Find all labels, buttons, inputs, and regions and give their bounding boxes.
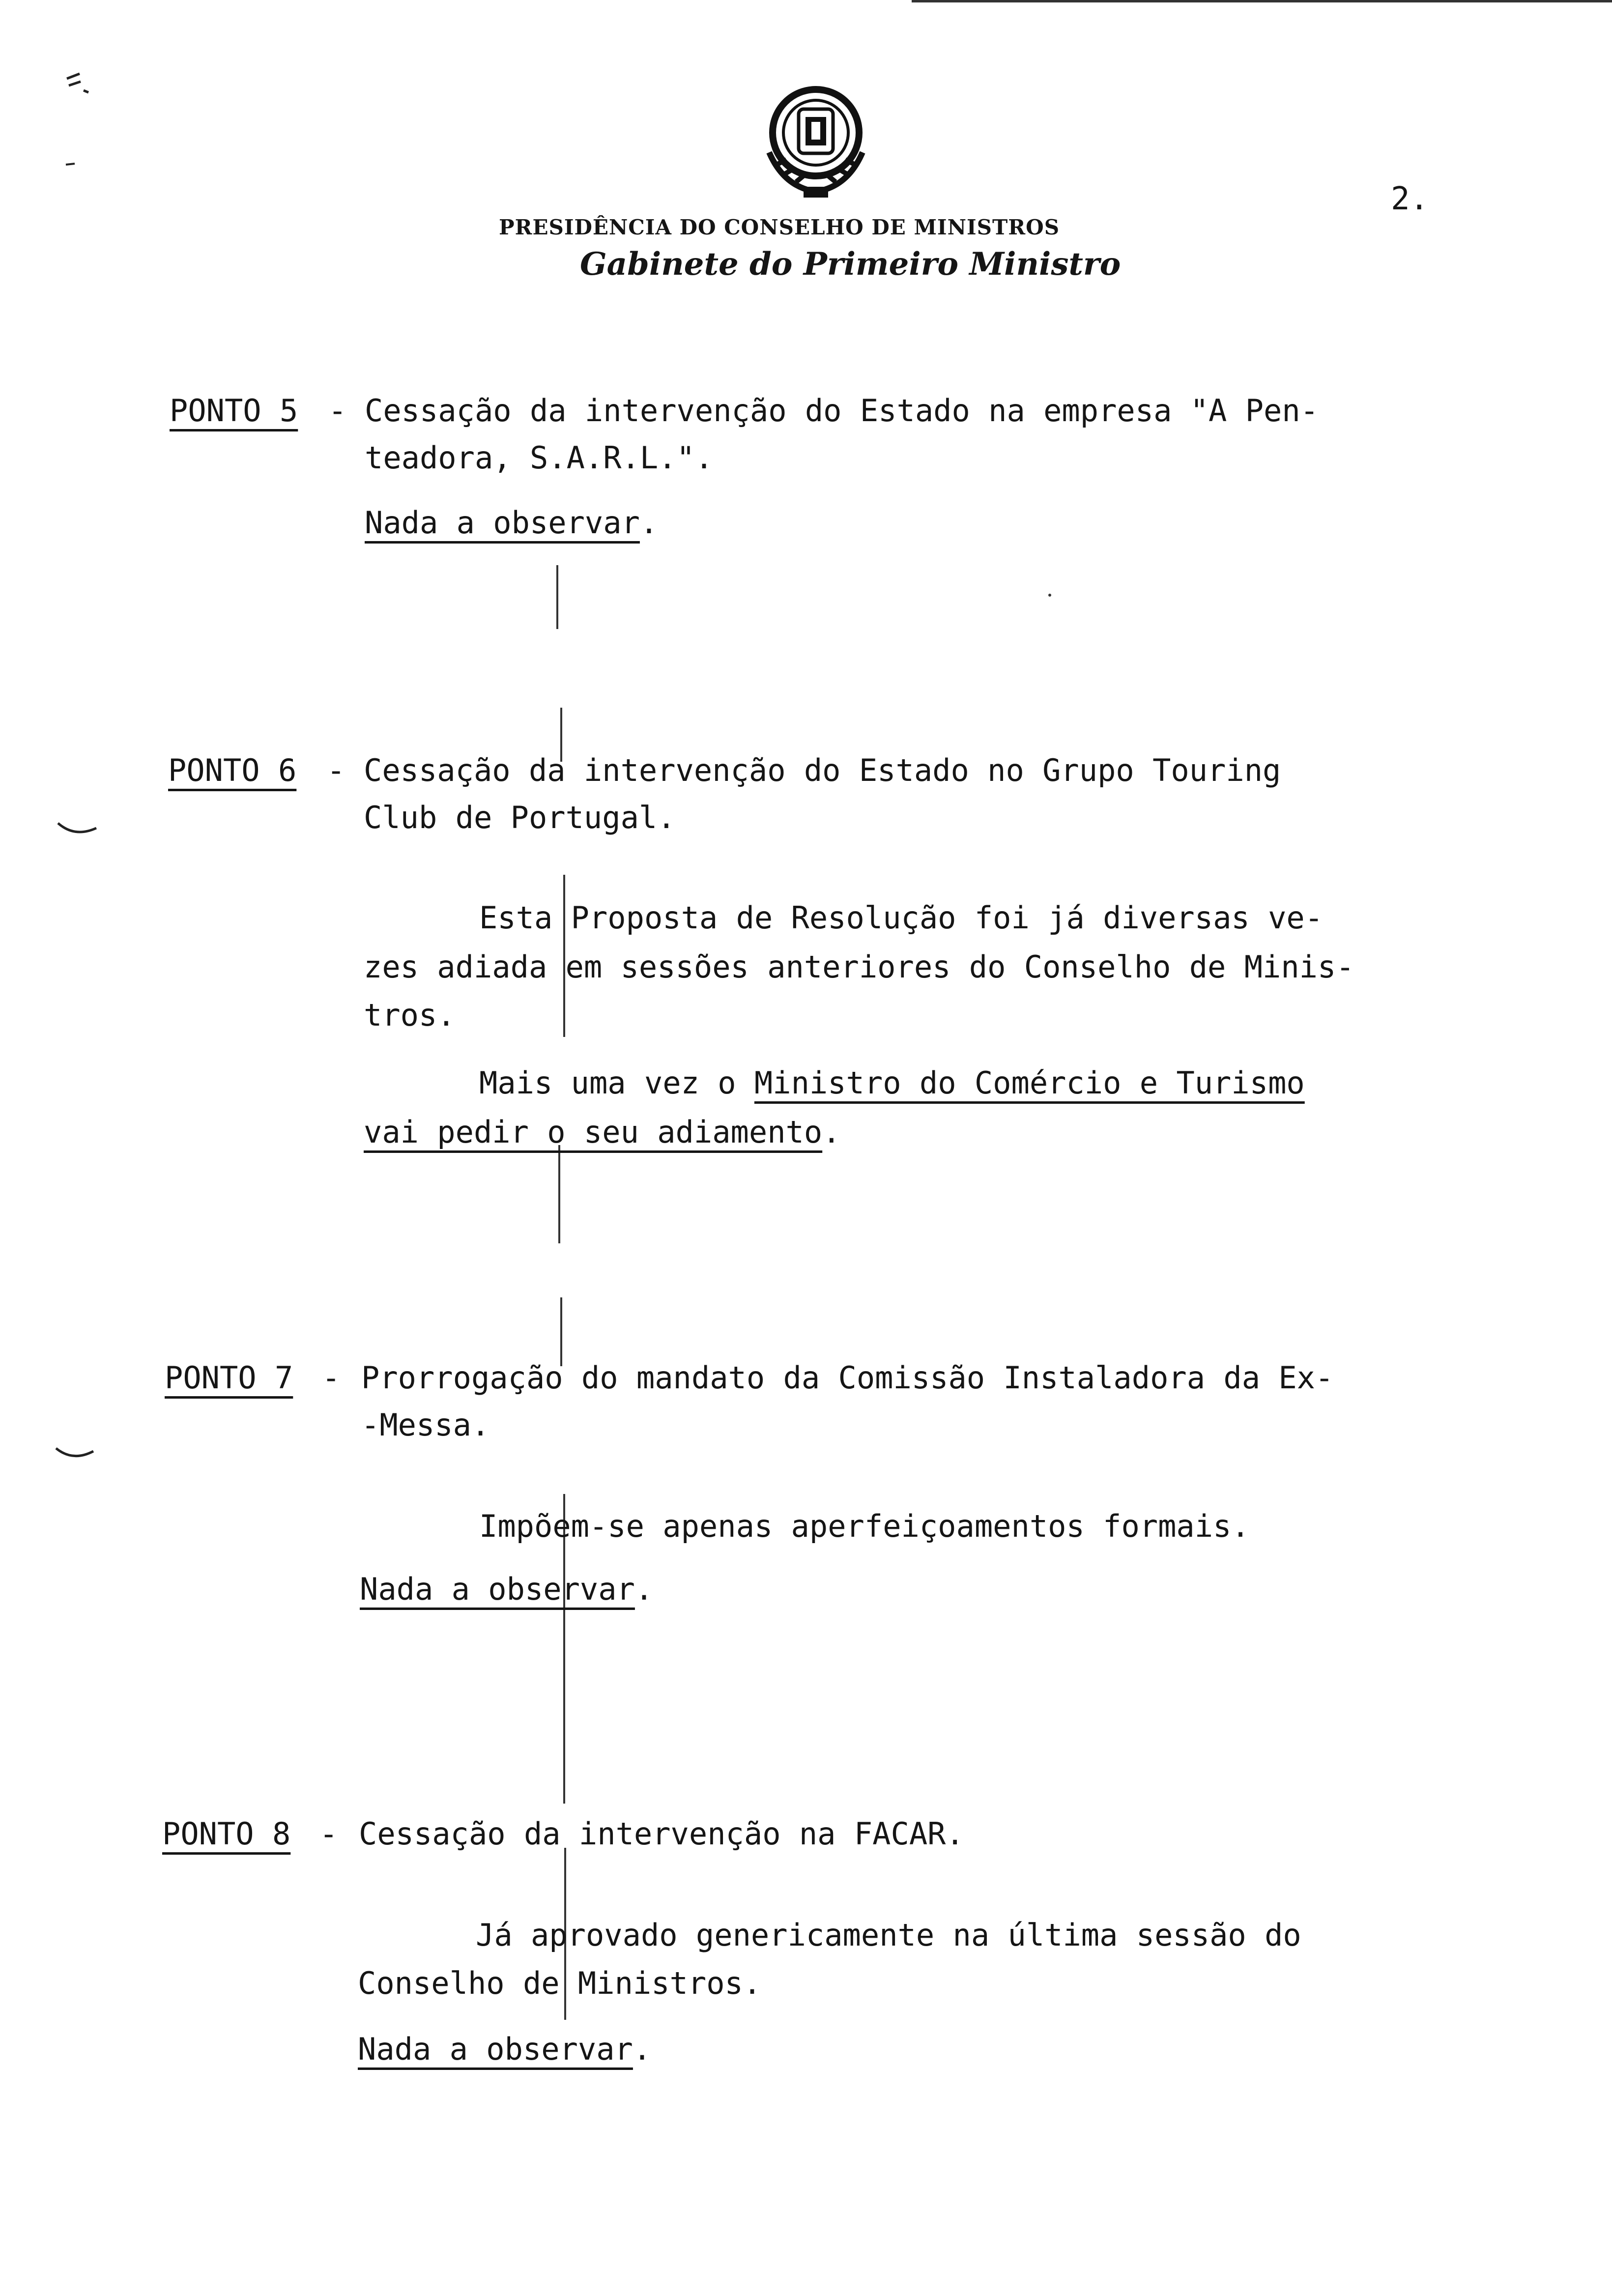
pencil-line-4	[558, 1145, 560, 1243]
ponto-5-title-line2: teadora, S.A.R.L.".	[365, 440, 714, 476]
ponto-6-label: PONTO 6	[168, 752, 297, 788]
ponto-6-para2-line2: vai pedir o seu adiamento.	[364, 1114, 841, 1150]
ponto-5-label: PONTO 5	[170, 393, 298, 429]
margin-mark-ponto6	[55, 818, 99, 843]
ponto-7-dash: -	[322, 1360, 341, 1396]
organization-header: PRESIDÊNCIA DO CONSELHO DE MINISTROS	[499, 215, 1060, 239]
ponto-6-para1-line3: tros.	[364, 997, 456, 1033]
ponto-7-label: PONTO 7	[165, 1360, 293, 1396]
ponto-7-para1: Impõem-se apenas aperfeiçoamentos formais.	[479, 1508, 1250, 1544]
ponto-6-para1-line1: Esta Proposta de Resolução foi já diversas ve-	[479, 900, 1324, 936]
ponto-6-para2-line1: Mais uma vez o Ministro do Comércio e Turismo	[479, 1065, 1305, 1101]
office-subtitle: Gabinete do Primeiro Ministro	[580, 246, 1121, 283]
margin-mark-small	[64, 160, 79, 170]
scan-edge-line	[912, 0, 1612, 2]
page-number: 2.	[1391, 181, 1429, 217]
ponto-8-note: Nada a observar.	[358, 2031, 652, 2067]
ponto-7-title-line2: -Messa.	[361, 1407, 490, 1443]
ponto-8-para1-line2: Conselho de Ministros.	[358, 1965, 762, 2001]
ponto-5-dash: -	[328, 393, 347, 429]
ponto-8-label: PONTO 8	[162, 1816, 291, 1852]
speck-mark	[1047, 592, 1053, 598]
ponto-8-title-line1: Cessação da intervenção na FACAR.	[359, 1816, 964, 1852]
ponto-6-dash: -	[327, 752, 345, 788]
ponto-5-note: Nada a observar.	[365, 505, 659, 541]
margin-mark-ponto7	[53, 1442, 97, 1467]
ponto-7-note: Nada a observar.	[360, 1571, 654, 1607]
ponto-6-para1-line2: zes adiada em sessões anteriores do Conselho de Minis-	[364, 949, 1354, 985]
ponto-7-title-line1: Prorrogação do mandato da Comissão Instaladora da Ex-	[361, 1360, 1334, 1396]
ponto-6-title-line2: Club de Portugal.	[364, 800, 676, 835]
ponto-8-dash: -	[319, 1816, 338, 1852]
pencil-line-1	[556, 565, 558, 629]
ponto-8-para1-line1: Já aprovado genericamente na última sessão do	[476, 1917, 1301, 1953]
portuguese-coat-of-arms-icon	[749, 79, 882, 201]
ponto-5-title-line1: Cessação da intervenção do Estado na empresa "A Pen-	[365, 393, 1319, 429]
margin-mark-top	[64, 69, 93, 98]
ponto-6-title-line1: Cessação da intervenção do Estado no Grupo Touring	[364, 752, 1281, 788]
